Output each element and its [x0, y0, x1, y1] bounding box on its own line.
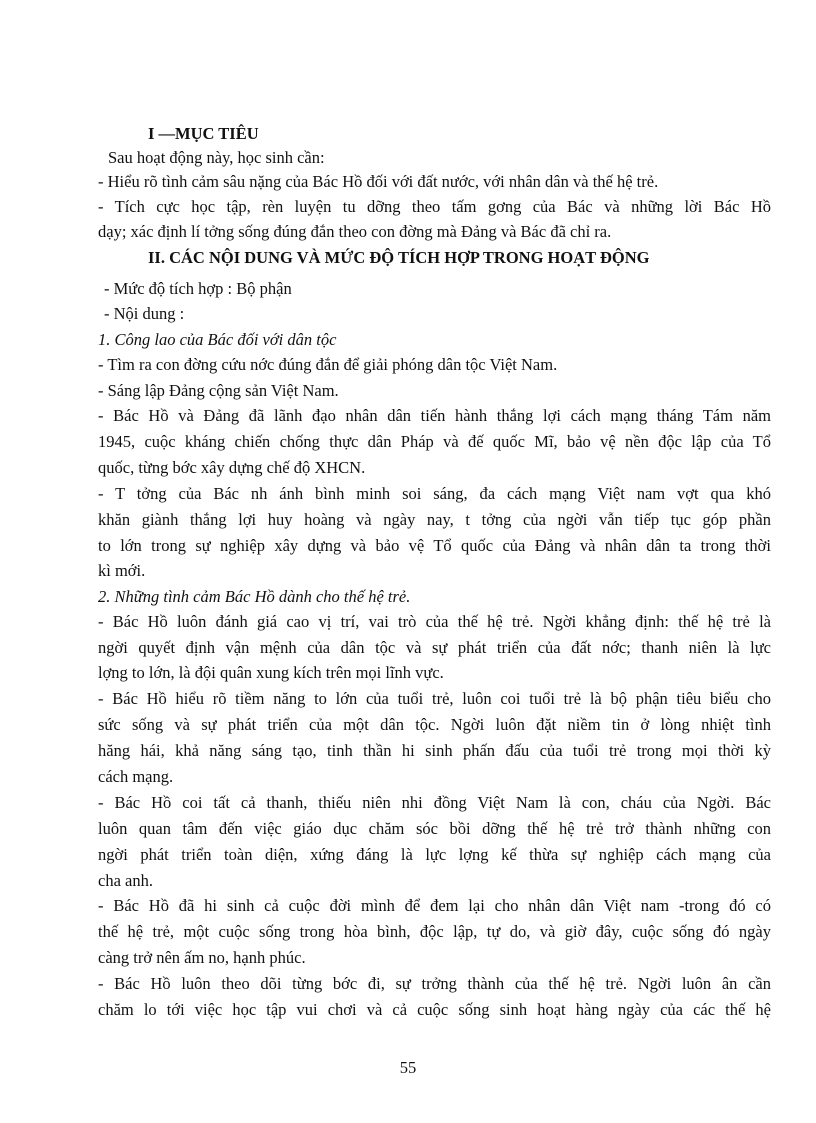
- intro-text: Sau hoạt động này, học sinh cần:: [108, 148, 325, 167]
- feeling-1-line-2: ngời quyết định vận mệnh của dân tộc và sự phát triển của đất nớc; thanh niên là lực: [98, 638, 771, 657]
- feeling-3-line-4: cha anh.: [98, 871, 153, 890]
- objective-2-line-2: dạy; xác định lí tởng sống đúng đắn theo con đờng mà Đảng và Bác đã chỉ ra.: [98, 222, 612, 241]
- contribution-2: - Sáng lập Đảng cộng sản Việt Nam.: [98, 381, 339, 400]
- feeling-1-line-1: - Bác Hồ luôn đánh giá cao vị trí, vai trò của thế hệ trẻ. Ngời khẳng định: thế hệ trẻ là: [98, 612, 771, 631]
- feeling-2-line-2: sức sống và sự phát triển của một dân tộc. Ngời luôn đặt niềm tin ở lòng nhiệt tình: [98, 715, 771, 734]
- feeling-5-line-1: - Bác Hồ luôn theo dõi từng bớc đi, sự trởng thành của thế hệ trẻ. Ngời luôn ân cần: [98, 974, 771, 993]
- feeling-1-line-3: lợng to lớn, là đội quân xung kích trên mọi lĩnh vực.: [98, 663, 444, 682]
- contribution-3-line-1: - Bác Hồ và Đảng đã lãnh đạo nhân dân tiến hành thắng lợi cách mạng tháng Tám năm: [98, 406, 771, 425]
- feeling-4-line-2: thế hệ trẻ, một cuộc sống trong hòa bình, độc lập, tự do, và giờ đây, cuộc sống đó ngày: [98, 922, 771, 941]
- contribution-4-line-2: khăn giành thắng lợi huy hoàng và ngày nay, t tởng của ngời vẫn tiếp tục góp phần: [98, 510, 771, 529]
- content-label: - Nội dung :: [104, 304, 185, 323]
- feeling-4-line-1: - Bác Hồ đã hi sinh cả cuộc đời mình để đem lại cho nhân dân Việt nam -trong đó có: [98, 896, 771, 915]
- contribution-1: - Tìm ra con đờng cứu nớc đúng đắn để giải phóng dân tộc Việt Nam.: [98, 355, 558, 374]
- contribution-4-line-3: to lớn trong sự nghiệp xây dựng và bảo vệ Tổ quốc của Đảng và nhân dân ta trong thời: [98, 536, 771, 555]
- section-heading-objectives: I —MỤC TIÊU: [148, 124, 259, 143]
- feeling-5-line-2: chăm lo tới việc học tập vui chơi và cả cuộc sống sinh hoạt hàng ngày của các thế hệ: [98, 1000, 771, 1019]
- feeling-2-line-4: cách mạng.: [98, 767, 174, 786]
- subheading-feelings: 2. Những tình cảm Bác Hồ dành cho thế hệ trẻ.: [98, 587, 411, 606]
- section-heading-contents: II. CÁC NỘI DUNG VÀ MỨC ĐỘ TÍCH HỢP TRONG HOẠT ĐỘNG: [148, 248, 650, 267]
- feeling-3-line-1: - Bác Hồ coi tất cả thanh, thiếu niên nhi đồng Việt Nam là con, cháu của Ngời. Bác: [98, 793, 771, 812]
- feeling-3-line-3: ngời phát triển toàn diện, xứng đáng là lực lợng kế thừa sự nghiệp cách mạng của: [98, 845, 771, 864]
- feeling-3-line-2: luôn quan tâm đến việc giáo dục chăm sóc bồi dỡng thế hệ trẻ trở thành những con: [98, 819, 771, 838]
- contribution-4-line-4: kì mới.: [98, 561, 146, 580]
- integration-level: - Mức độ tích hợp : Bộ phận: [104, 279, 292, 298]
- contribution-4-line-1: - T tởng của Bác nh ánh bình minh soi sáng, đa cách mạng Việt nam vợt qua khó: [98, 484, 771, 503]
- feeling-4-line-3: càng trở nên ấm no, hạnh phúc.: [98, 948, 306, 967]
- subheading-contributions: 1. Công lao của Bác đối với dân tộc: [98, 330, 337, 349]
- objective-1: - Hiểu rõ tình cảm sâu nặng của Bác Hồ đối với đất nước, với nhân dân và thế hệ trẻ.: [98, 172, 659, 191]
- objective-2-line-1: - Tích cực học tập, rèn luyện tu dỡng theo tấm gơng của Bác và những lời Bác Hồ: [98, 197, 771, 216]
- feeling-2-line-1: - Bác Hồ hiểu rõ tiềm năng to lớn của tuổi trẻ, luôn coi tuổi trẻ là bộ phận tiêu biểu cho: [98, 689, 771, 708]
- page-number: 55: [399, 1058, 417, 1077]
- contribution-3-line-3: quốc, từng bớc xây dựng chế độ XHCN.: [98, 458, 366, 477]
- feeling-2-line-3: hăng hái, khả năng sáng tạo, tinh thần hi sinh phấn đấu của tuổi trẻ trong mọi thời kỳ: [98, 741, 771, 760]
- contribution-3-line-2: 1945, cuộc kháng chiến chống thực dân Pháp và đế quốc Mĩ, bảo vệ nền độc lập của Tổ: [98, 432, 771, 451]
